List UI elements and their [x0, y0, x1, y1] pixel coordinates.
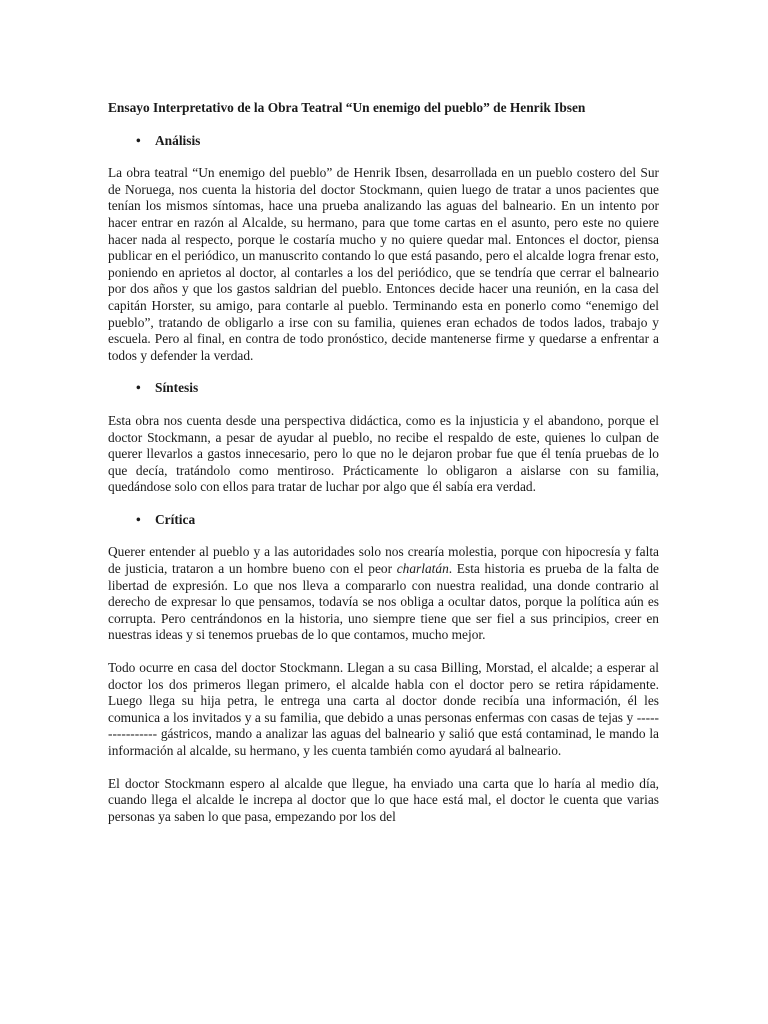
- document-body: [108, 133, 659, 826]
- section-heading-label: Crítica: [155, 511, 196, 527]
- text-run: La obra teatral “Un enemigo del pueblo” de Henrik Ibsen, desarrollada en un pueblo costero del Sur de Noruega, nos cuenta la historia del doctor Stockmann, quien luego de tratar a unos pacientes que tenían los mismos síntomas, hace una prueba analizando las aguas del balneario. En un intento por hacer entrar en razón al Alcalde, su hermano, para que tome cartas en el asunto, pero este no quiere hacer nada al respecto, porque le costaría mucho y no quiere quedar mal. Entonces el doctor, piensa publicar en el periódico, un manuscrito contando lo que está pasando, pero el alcalde logra frenar esto, poniendo en aprietos al doctor, al contarles a los del periódico, que se tendría que cerrar el balneario por dos años y que los gastos saldrian del pueblo. Entonces decide hacer una reunión, en la casa del capitán Horster, su amigo, para contarle al pueblo. Terminando esta en ponerlo como “enemigo del pueblo”, tratando de obligarlo a irse con su familia, quienes eran echados de todos lados, trabajo y escuela. Pero al final, en contra de todo pronóstico, decide mantenerse firme y quedarse a enfrentar a todos y defender la verdad.: [108, 165, 659, 363]
- section-heading-label: Síntesis: [155, 380, 199, 396]
- document-title: Ensayo Interpretativo de la Obra Teatral “Un enemigo del pueblo” de Henrik Ibsen: [108, 100, 586, 115]
- text-run: El doctor Stockmann espero al alcalde que llegue, ha enviado una carta que lo haría al medio día, cuando llega el alcalde le increpa al doctor que lo que hace está mal, el doctor le cuenta que varias personas ya saben lo que pasa, empezando por los del: [108, 775, 659, 824]
- section-heading: [108, 133, 659, 150]
- paragraph: [108, 413, 659, 496]
- paragraph: [108, 544, 659, 644]
- section-heading: [108, 512, 659, 529]
- bullet-icon: •: [136, 511, 141, 527]
- paragraph: [108, 776, 659, 826]
- italic-text-run: charlatán: [396, 561, 449, 577]
- paragraph: [108, 660, 659, 760]
- text-run: . Esta historia es prueba de la falta de libertad de expresión. Lo que nos lleva a compararlo con nuestra realidad, una donde contrario al derecho de expresar lo que pensamos, todavía se nos obliga a ocultar datos, porque la política aún es corrupta. Pero centrándonos en la historia, uno siempre tiene que ser fiel a sus principios, creer en nuestras ideas y si tenemos pruebas de lo que contamos, mucho mejor.: [108, 561, 660, 643]
- section-heading-label: Análisis: [155, 132, 201, 148]
- paragraph: [108, 165, 659, 364]
- section-heading: [108, 380, 659, 397]
- text-run: Esta obra nos cuenta desde una perspectiva didáctica, como es la injusticia y el abandono, porque el doctor Stockmann, a pesar de ayudar al pueblo, no recibe el respaldo de este, quienes lo culpan de querer llevarlos a gastos innecesario, pero lo que no le dejaron probar fue que él tenía pruebas de lo que decía, tratándolo como mentiroso. Prácticamente lo obligaron a aislarse con su familia, quedándose solo con ellos para tratar de luchar por algo que él sabía era verdad.: [108, 412, 659, 495]
- text-run: Todo ocurre en casa del doctor Stockmann. Llegan a su casa Billing, Morstad, el alcalde; a esperar al doctor los dos primeros llegan primero, el alcalde habla con el doctor pero se retira rápidamente. Luego llega su hija petra, le entrega una carta al doctor donde recibía una información, él les comunica a los invitados y a su familia, que debido a unas personas enfermas con casas de tejas y ---------------- gástricos, mando a analizar las aguas del balneario y salió que está contaminad, le mando la información al alcalde, su hermano, y les cuenta también como ayudará al balneario.: [108, 660, 659, 758]
- bullet-icon: •: [136, 132, 141, 148]
- text-run: Querer entender al pueblo y a las autoridades solo nos crearía molestia, porque con hipocresía y falta de justicia, trataron a un hombre bueno con el peor: [108, 544, 659, 577]
- bullet-icon: •: [136, 380, 141, 396]
